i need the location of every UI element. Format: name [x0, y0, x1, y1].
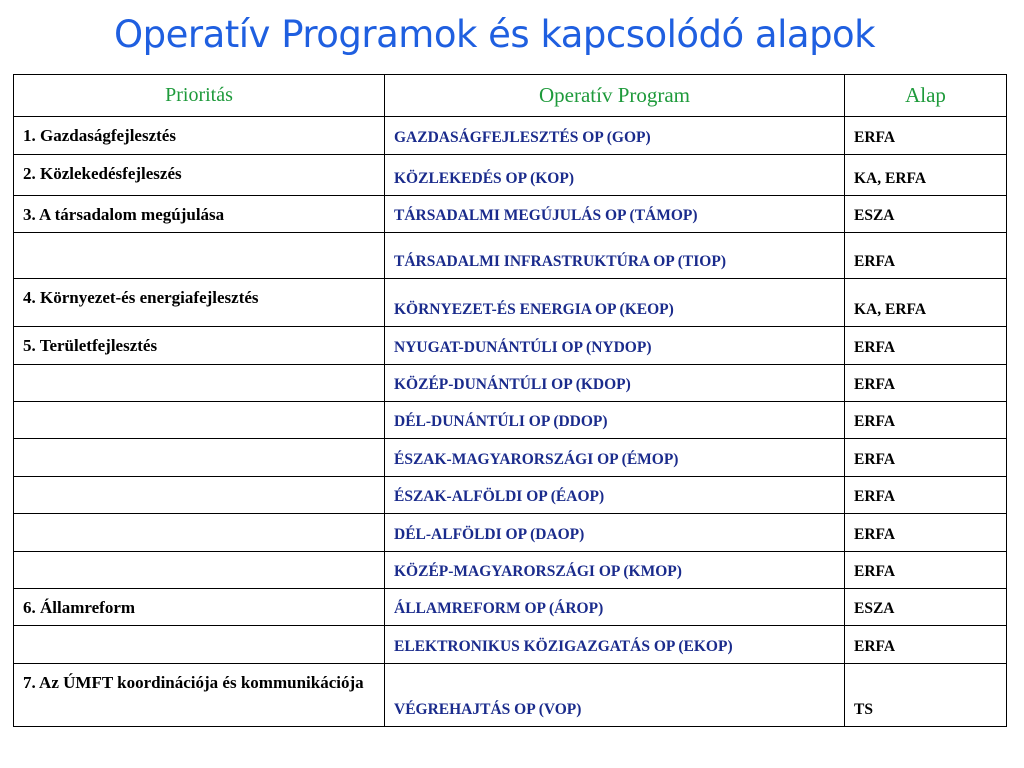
table-row: [14, 664, 1007, 727]
fund-cell: ERFA: [845, 327, 1007, 365]
table-row: [14, 155, 1007, 196]
table-row: [14, 552, 1007, 589]
priority-cell: 2. Közlekedésfejleszés: [14, 155, 385, 196]
priority-cell: 5. Területfejlesztés: [14, 327, 385, 365]
fund-cell: ERFA: [845, 514, 1007, 552]
table-header-row: [14, 75, 1007, 117]
table-row: [14, 196, 1007, 233]
priority-cell: [14, 626, 385, 664]
fund-cell: ERFA: [845, 439, 1007, 477]
fund-cell: ESZA: [845, 196, 1007, 233]
priority-cell: 4. Környezet-és energiafejlesztés: [14, 279, 385, 327]
priority-cell: [14, 365, 385, 402]
priority-cell: [14, 233, 385, 279]
fund-cell: ERFA: [845, 117, 1007, 155]
priority-cell: 1. Gazdaságfejlesztés: [14, 117, 385, 155]
table-row: [14, 439, 1007, 477]
table-row: [14, 117, 1007, 155]
table-row: [14, 233, 1007, 279]
table-row: [14, 402, 1007, 439]
fund-cell: TS: [845, 664, 1007, 727]
program-cell: DÉL-ALFÖLDI OP (DAOP): [385, 514, 845, 552]
header-priority: Prioritás: [14, 75, 385, 117]
program-cell: TÁRSADALMI MEGÚJULÁS OP (TÁMOP): [385, 196, 845, 233]
program-cell: VÉGREHAJTÁS OP (VOP): [385, 664, 845, 727]
table-row: [14, 477, 1007, 514]
program-cell: DÉL-DUNÁNTÚLI OP (DDOP): [385, 402, 845, 439]
table-row: [14, 589, 1007, 626]
page-title: Operatív Programok és kapcsolódó alapok: [114, 13, 876, 56]
fund-cell: ESZA: [845, 589, 1007, 626]
priority-cell: 6. Államreform: [14, 589, 385, 626]
fund-cell: ERFA: [845, 626, 1007, 664]
priority-cell: [14, 402, 385, 439]
priority-cell: [14, 514, 385, 552]
fund-cell: KA, ERFA: [845, 155, 1007, 196]
operative-programs-table: [13, 74, 1007, 727]
program-cell: ÉSZAK-MAGYARORSZÁGI OP (ÉMOP): [385, 439, 845, 477]
fund-cell: ERFA: [845, 477, 1007, 514]
table-row: [14, 327, 1007, 365]
header-program: Operatív Program: [385, 75, 845, 117]
priority-cell: [14, 552, 385, 589]
program-cell: ÁLLAMREFORM OP (ÁROP): [385, 589, 845, 626]
fund-cell: ERFA: [845, 233, 1007, 279]
table-row: [14, 279, 1007, 327]
fund-cell: ERFA: [845, 365, 1007, 402]
program-cell: TÁRSADALMI INFRASTRUKTÚRA OP (TIOP): [385, 233, 845, 279]
table-row: [14, 514, 1007, 552]
priority-cell: 3. A társadalom megújulása: [14, 196, 385, 233]
header-fund: Alap: [845, 75, 1007, 117]
program-cell: NYUGAT-DUNÁNTÚLI OP (NYDOP): [385, 327, 845, 365]
table-row: [14, 365, 1007, 402]
program-cell: KÖZÉP-DUNÁNTÚLI OP (KDOP): [385, 365, 845, 402]
fund-cell: ERFA: [845, 552, 1007, 589]
table-row: [14, 626, 1007, 664]
program-cell: KÖZLEKEDÉS OP (KOP): [385, 155, 845, 196]
program-cell: KÖZÉP-MAGYARORSZÁGI OP (KMOP): [385, 552, 845, 589]
program-cell: ÉSZAK-ALFÖLDI OP (ÉAOP): [385, 477, 845, 514]
program-cell: KÖRNYEZET-ÉS ENERGIA OP (KEOP): [385, 279, 845, 327]
program-cell: ELEKTRONIKUS KÖZIGAZGATÁS OP (EKOP): [385, 626, 845, 664]
priority-cell: [14, 477, 385, 514]
fund-cell: ERFA: [845, 402, 1007, 439]
priority-cell: 7. Az ÚMFT koordinációja és kommunikációja: [14, 664, 385, 727]
program-cell: GAZDASÁGFEJLESZTÉS OP (GOP): [385, 117, 845, 155]
priority-cell: [14, 439, 385, 477]
fund-cell: KA, ERFA: [845, 279, 1007, 327]
